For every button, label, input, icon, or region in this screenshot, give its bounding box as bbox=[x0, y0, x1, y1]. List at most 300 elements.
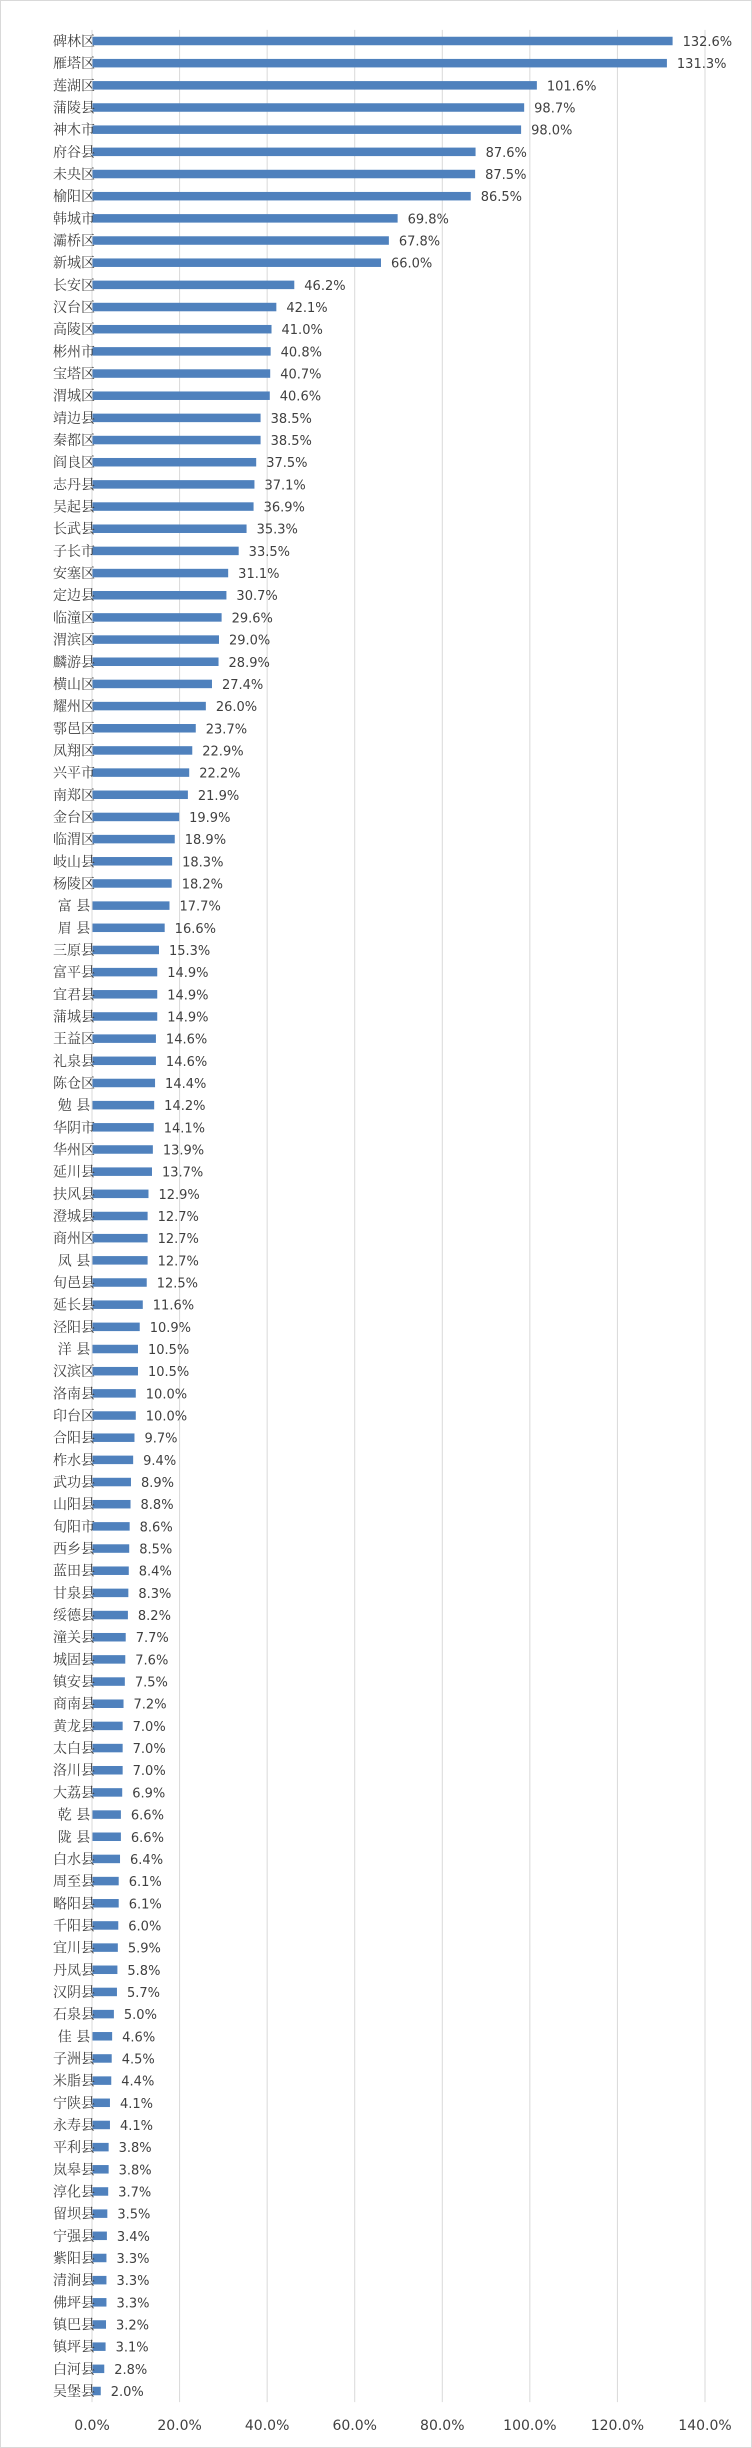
value-label: 3.1% bbox=[115, 2340, 149, 2356]
value-label: 38.5% bbox=[270, 411, 312, 427]
bar bbox=[93, 1788, 123, 1797]
value-label: 14.9% bbox=[167, 988, 209, 1004]
value-label: 4.5% bbox=[121, 2052, 155, 2068]
value-label: 7.0% bbox=[132, 1764, 166, 1780]
bar bbox=[93, 1699, 124, 1708]
value-label: 98.0% bbox=[531, 123, 573, 139]
bar bbox=[93, 1566, 129, 1575]
x-tick-label: 20.0% bbox=[157, 2418, 202, 2434]
value-label: 10.9% bbox=[149, 1320, 192, 1336]
value-label: 17.7% bbox=[179, 899, 221, 915]
value-label: 8.9% bbox=[140, 1476, 175, 1492]
category-label: 镇巴县 bbox=[53, 2317, 95, 2334]
value-label: 8.4% bbox=[138, 1564, 172, 1580]
category-label: 陇 县 bbox=[57, 1829, 91, 1846]
category-label: 扶风县 bbox=[53, 1186, 95, 1203]
category-label: 佳 县 bbox=[57, 2029, 91, 2046]
bar bbox=[93, 835, 175, 844]
category-label: 柞水县 bbox=[53, 1452, 95, 1469]
value-label: 3.5% bbox=[117, 2207, 151, 2223]
category-label: 山阳县 bbox=[53, 1497, 95, 1514]
value-label: 4.1% bbox=[119, 2118, 153, 2134]
value-label: 42.1% bbox=[286, 301, 328, 317]
value-label: 13.9% bbox=[162, 1143, 205, 1159]
bar bbox=[93, 1167, 152, 1176]
value-label: 2.0% bbox=[110, 2385, 144, 2400]
x-tick-label: 100.0% bbox=[503, 2418, 557, 2434]
value-label: 3.8% bbox=[118, 2141, 152, 2157]
value-label: 8.6% bbox=[139, 1520, 173, 1536]
x-tick-label: 80.0% bbox=[420, 2418, 465, 2434]
bar bbox=[93, 369, 271, 378]
category-label: 蒲陵县 bbox=[53, 100, 95, 117]
category-label: 麟游县 bbox=[53, 654, 95, 671]
bar bbox=[93, 1433, 135, 1442]
bar bbox=[93, 1522, 130, 1531]
category-label: 莲湖区 bbox=[53, 78, 95, 95]
value-label: 14.1% bbox=[163, 1121, 206, 1137]
bar bbox=[93, 1966, 118, 1975]
bar bbox=[93, 946, 159, 955]
value-label: 8.8% bbox=[140, 1498, 174, 1514]
category-label: 南郑区 bbox=[53, 787, 95, 804]
category-label: 永寿县 bbox=[53, 2117, 95, 2134]
value-label: 87.6% bbox=[485, 145, 527, 161]
category-label: 靖边县 bbox=[53, 410, 95, 427]
bar bbox=[93, 901, 170, 910]
bar bbox=[93, 591, 227, 600]
value-label: 3.3% bbox=[116, 2274, 150, 2290]
bar bbox=[93, 1633, 126, 1642]
value-label: 33.5% bbox=[248, 544, 290, 560]
bar bbox=[93, 813, 180, 822]
value-label: 7.0% bbox=[132, 1719, 166, 1735]
value-label: 3.3% bbox=[116, 2251, 150, 2267]
category-label: 凤 县 bbox=[57, 1253, 91, 1270]
category-label: 岚皋县 bbox=[53, 2162, 95, 2179]
category-label: 甘泉县 bbox=[53, 1585, 95, 1602]
bar bbox=[93, 192, 471, 201]
bar bbox=[93, 81, 537, 90]
category-label: 金台区 bbox=[53, 809, 95, 826]
bar bbox=[93, 569, 229, 578]
value-label: 46.2% bbox=[304, 278, 346, 294]
value-label: 22.9% bbox=[202, 744, 244, 760]
category-label: 清涧县 bbox=[53, 2273, 95, 2290]
value-label: 27.4% bbox=[221, 677, 264, 693]
category-label: 宝塔区 bbox=[53, 366, 95, 383]
bar bbox=[93, 170, 476, 179]
category-label: 阎良区 bbox=[53, 455, 95, 472]
category-label: 乾 县 bbox=[57, 1807, 91, 1824]
bar bbox=[93, 258, 381, 267]
value-label: 35.3% bbox=[256, 522, 298, 538]
category-label: 鄠邑区 bbox=[53, 721, 95, 738]
value-label: 14.6% bbox=[165, 1032, 208, 1048]
value-label: 6.6% bbox=[130, 1808, 164, 1824]
value-label: 40.7% bbox=[280, 367, 322, 383]
value-label: 5.8% bbox=[127, 1963, 161, 1979]
value-label: 10.5% bbox=[147, 1365, 190, 1381]
value-label: 12.5% bbox=[156, 1276, 199, 1292]
category-label: 渭城区 bbox=[53, 388, 95, 405]
value-label: 10.5% bbox=[147, 1343, 190, 1359]
category-labels bbox=[53, 33, 95, 2400]
category-label: 眉 县 bbox=[57, 920, 91, 937]
category-label: 印台区 bbox=[53, 1408, 95, 1425]
category-label: 陈仓区 bbox=[53, 1075, 95, 1092]
bar bbox=[93, 1190, 149, 1199]
bar bbox=[93, 1256, 148, 1265]
value-label: 37.5% bbox=[266, 456, 308, 472]
category-label: 西乡县 bbox=[53, 1541, 95, 1558]
value-label: 23.7% bbox=[205, 722, 248, 738]
category-label: 富平县 bbox=[53, 965, 95, 982]
category-label: 宁强县 bbox=[53, 2228, 95, 2245]
value-label: 19.9% bbox=[189, 810, 231, 826]
category-label: 延长县 bbox=[53, 1297, 95, 1314]
value-label: 18.9% bbox=[184, 833, 227, 849]
category-label: 凤翔区 bbox=[53, 743, 95, 760]
bar bbox=[93, 768, 190, 777]
bar bbox=[93, 37, 673, 46]
bar bbox=[93, 990, 158, 999]
category-label: 旬阳市 bbox=[53, 1519, 95, 1536]
bar bbox=[93, 635, 219, 644]
category-label: 商州区 bbox=[53, 1231, 95, 1248]
bar bbox=[93, 724, 196, 733]
value-label: 7.2% bbox=[133, 1697, 167, 1713]
value-label: 36.9% bbox=[263, 500, 305, 516]
category-label: 子长市 bbox=[53, 543, 95, 560]
x-tick-labels bbox=[74, 2418, 731, 2434]
category-label: 耀州区 bbox=[53, 699, 95, 716]
value-label: 3.4% bbox=[116, 2229, 150, 2245]
bar bbox=[93, 1367, 138, 1376]
value-label: 5.0% bbox=[123, 2008, 157, 2024]
category-label: 杨陵区 bbox=[53, 876, 95, 893]
category-label: 旬邑县 bbox=[53, 1275, 95, 1292]
x-tick-label: 40.0% bbox=[244, 2418, 290, 2434]
category-label: 高陵区 bbox=[53, 322, 95, 339]
gridlines bbox=[180, 30, 705, 2402]
bar bbox=[93, 968, 158, 977]
category-label: 平利县 bbox=[53, 2140, 95, 2157]
value-label: 98.7% bbox=[534, 101, 576, 117]
value-label: 28.9% bbox=[228, 655, 270, 671]
category-label: 大荔县 bbox=[53, 1785, 95, 1802]
bar bbox=[93, 1456, 134, 1465]
bar bbox=[93, 2010, 114, 2019]
bar bbox=[93, 1988, 117, 1997]
bar bbox=[93, 125, 522, 134]
bar bbox=[93, 347, 271, 356]
category-label: 吴起县 bbox=[53, 499, 95, 516]
category-label: 三原县 bbox=[53, 942, 95, 959]
category-label: 礼泉县 bbox=[53, 1053, 95, 1070]
bar bbox=[93, 1389, 136, 1398]
bar bbox=[93, 214, 398, 223]
category-label: 志丹县 bbox=[53, 477, 95, 494]
value-label: 5.7% bbox=[126, 1985, 160, 2001]
category-label: 神木市 bbox=[53, 122, 95, 139]
category-label: 洛南县 bbox=[53, 1386, 95, 1403]
value-label: 12.7% bbox=[157, 1232, 199, 1248]
category-label: 太白县 bbox=[53, 1741, 95, 1758]
category-label: 兴平市 bbox=[53, 765, 95, 782]
value-label: 30.7% bbox=[236, 589, 278, 605]
bar bbox=[93, 391, 270, 400]
value-label: 7.6% bbox=[135, 1653, 169, 1669]
bar bbox=[93, 1943, 118, 1952]
value-label: 101.6% bbox=[546, 79, 597, 95]
category-label: 彬州市 bbox=[53, 344, 95, 361]
category-label: 绥德县 bbox=[53, 1608, 95, 1625]
category-label: 宜川县 bbox=[53, 1940, 95, 1957]
category-label: 略阳县 bbox=[53, 1896, 95, 1913]
bar bbox=[93, 103, 525, 112]
bar bbox=[93, 1611, 128, 1620]
value-label: 7.0% bbox=[132, 1742, 166, 1758]
category-label: 留坝县 bbox=[53, 2206, 95, 2223]
category-label: 千阳县 bbox=[53, 1918, 95, 1935]
category-label: 勉 县 bbox=[57, 1098, 91, 1115]
value-label: 14.9% bbox=[167, 966, 209, 982]
bar bbox=[93, 1323, 140, 1332]
value-label: 3.8% bbox=[118, 2163, 152, 2179]
value-label: 40.8% bbox=[280, 345, 322, 361]
bar bbox=[93, 1921, 119, 1930]
bar bbox=[93, 414, 261, 423]
category-label: 汉阴县 bbox=[53, 1984, 95, 2001]
bar bbox=[93, 1766, 123, 1775]
category-label: 榆阳区 bbox=[53, 189, 95, 206]
category-label: 黄龙县 bbox=[53, 1718, 95, 1735]
category-label: 紫阳县 bbox=[53, 2250, 95, 2267]
category-label: 泾阳县 bbox=[53, 1319, 95, 1336]
bar bbox=[93, 1500, 131, 1509]
bar bbox=[93, 1012, 158, 1021]
bar bbox=[93, 1589, 129, 1598]
bar bbox=[93, 1123, 154, 1132]
category-label: 潼关县 bbox=[53, 1630, 95, 1647]
value-label: 38.5% bbox=[270, 434, 312, 450]
bar bbox=[93, 1278, 147, 1287]
category-label: 长安区 bbox=[53, 277, 95, 294]
category-label: 蓝田县 bbox=[53, 1563, 95, 1580]
category-label: 王益区 bbox=[53, 1031, 95, 1048]
bar bbox=[93, 1544, 130, 1553]
bar bbox=[93, 1833, 121, 1842]
value-label: 3.7% bbox=[118, 2185, 152, 2201]
bar bbox=[93, 59, 667, 68]
value-label: 6.0% bbox=[128, 1919, 162, 1935]
value-label: 29.6% bbox=[231, 611, 273, 627]
bar bbox=[93, 702, 206, 711]
value-label: 69.8% bbox=[407, 212, 449, 228]
category-label: 岐山县 bbox=[53, 854, 95, 871]
value-label: 5.9% bbox=[127, 1941, 161, 1957]
value-label: 8.5% bbox=[139, 1542, 173, 1558]
category-label: 周至县 bbox=[53, 1874, 95, 1891]
category-label: 澄城县 bbox=[53, 1209, 95, 1225]
bar bbox=[93, 1855, 121, 1864]
category-label: 淳化县 bbox=[53, 2184, 95, 2201]
category-label: 临潼区 bbox=[53, 610, 95, 627]
value-label: 29.0% bbox=[228, 633, 271, 649]
bar bbox=[93, 1345, 138, 1354]
category-label: 汉滨区 bbox=[53, 1364, 95, 1381]
bar bbox=[93, 1034, 156, 1043]
value-label: 66.0% bbox=[390, 256, 433, 272]
bar bbox=[93, 1478, 131, 1487]
category-label: 雁塔区 bbox=[53, 56, 95, 73]
bar bbox=[93, 1057, 156, 1066]
value-label: 14.6% bbox=[165, 1054, 208, 1070]
bar bbox=[93, 1744, 123, 1753]
value-label: 12.7% bbox=[157, 1254, 199, 1270]
category-label: 镇坪县 bbox=[53, 2339, 95, 2356]
category-label: 吴堡县 bbox=[53, 2384, 95, 2400]
bar bbox=[93, 1411, 136, 1420]
value-label: 87.5% bbox=[485, 168, 527, 184]
value-label: 9.4% bbox=[143, 1453, 177, 1469]
value-label: 6.4% bbox=[130, 1852, 164, 1868]
value-label: 13.7% bbox=[161, 1165, 204, 1181]
category-label: 白河县 bbox=[53, 2361, 95, 2378]
value-label: 86.5% bbox=[480, 190, 523, 206]
category-label: 灞桥区 bbox=[53, 233, 95, 250]
bar bbox=[93, 281, 295, 290]
bar bbox=[93, 1212, 148, 1221]
bar bbox=[93, 148, 476, 157]
category-label: 白水县 bbox=[53, 1851, 95, 1868]
bar bbox=[93, 791, 188, 800]
category-label: 新城区 bbox=[53, 255, 95, 272]
category-label: 秦都区 bbox=[53, 433, 95, 450]
value-label: 7.7% bbox=[135, 1631, 169, 1647]
value-label: 8.2% bbox=[137, 1609, 171, 1625]
value-label: 10.0% bbox=[145, 1409, 188, 1425]
x-tick-label: 120.0% bbox=[590, 2418, 645, 2434]
bar bbox=[93, 1101, 155, 1110]
value-label: 3.2% bbox=[116, 2318, 150, 2334]
bar bbox=[93, 325, 272, 334]
value-label: 40.6% bbox=[279, 389, 322, 405]
category-label: 富 县 bbox=[57, 898, 91, 915]
value-label: 4.6% bbox=[122, 2030, 156, 2046]
value-label: 22.2% bbox=[199, 766, 241, 782]
category-label: 镇安县 bbox=[53, 1674, 95, 1691]
category-label: 石泉县 bbox=[53, 2007, 95, 2024]
category-label: 宁陕县 bbox=[53, 2095, 95, 2112]
value-label: 3.3% bbox=[116, 2296, 150, 2312]
category-label: 城固县 bbox=[53, 1652, 95, 1669]
bar bbox=[93, 2121, 110, 2130]
value-label: 67.8% bbox=[398, 234, 441, 250]
value-label: 10.0% bbox=[145, 1387, 188, 1403]
value-label: 12.7% bbox=[157, 1210, 199, 1225]
category-label: 府谷县 bbox=[53, 144, 95, 161]
category-label: 米脂县 bbox=[53, 2073, 95, 2090]
category-label: 洋 县 bbox=[57, 1342, 91, 1359]
bar bbox=[93, 680, 212, 689]
value-label: 26.0% bbox=[215, 700, 258, 716]
value-label: 15.3% bbox=[168, 943, 211, 959]
value-label: 18.2% bbox=[181, 877, 224, 893]
value-label: 14.4% bbox=[165, 1076, 207, 1092]
category-label: 丹凤县 bbox=[53, 1962, 95, 1979]
category-label: 碑林区 bbox=[53, 34, 95, 50]
value-label: 31.1% bbox=[238, 567, 280, 583]
value-label: 7.5% bbox=[134, 1675, 168, 1691]
category-label: 宜君县 bbox=[53, 987, 95, 1004]
category-label: 洛川县 bbox=[53, 1763, 95, 1780]
value-label: 6.1% bbox=[128, 1897, 162, 1913]
category-label: 渭滨区 bbox=[53, 632, 95, 649]
category-label: 汉台区 bbox=[53, 300, 95, 317]
category-label: 武功县 bbox=[53, 1475, 95, 1492]
category-label: 临渭区 bbox=[53, 832, 95, 849]
bar bbox=[93, 502, 254, 511]
bar bbox=[93, 1722, 123, 1731]
value-label: 12.9% bbox=[158, 1187, 200, 1203]
x-tick-label: 60.0% bbox=[332, 2418, 377, 2434]
bar bbox=[93, 746, 193, 755]
bar bbox=[93, 924, 165, 933]
value-label: 6.9% bbox=[132, 1786, 166, 1802]
bar bbox=[93, 879, 172, 888]
value-label: 6.6% bbox=[130, 1830, 164, 1846]
value-label: 41.0% bbox=[281, 323, 323, 339]
value-label: 6.1% bbox=[128, 1875, 162, 1891]
value-label: 4.4% bbox=[121, 2074, 155, 2090]
value-label: 4.1% bbox=[119, 2096, 153, 2112]
category-label: 商南县 bbox=[53, 1696, 95, 1713]
bar bbox=[93, 1300, 143, 1309]
bar bbox=[93, 547, 239, 556]
category-label: 横山区 bbox=[53, 676, 95, 693]
value-label: 132.6% bbox=[682, 35, 733, 50]
x-tick-label: 140.0% bbox=[678, 2418, 732, 2434]
bar bbox=[93, 658, 219, 667]
category-label: 长武县 bbox=[53, 521, 95, 538]
value-label: 131.3% bbox=[676, 57, 727, 73]
category-label: 华阴市 bbox=[53, 1120, 95, 1137]
bar bbox=[93, 458, 257, 467]
value-label: 16.6% bbox=[174, 921, 216, 937]
category-label: 华州区 bbox=[53, 1142, 95, 1159]
bar bbox=[93, 2076, 112, 2085]
value-label: 14.2% bbox=[164, 1099, 206, 1115]
value-label: 11.6% bbox=[152, 1298, 195, 1314]
category-label: 韩城市 bbox=[53, 211, 95, 228]
bar bbox=[93, 1145, 153, 1154]
bar bbox=[93, 857, 173, 866]
category-label: 延川县 bbox=[53, 1164, 95, 1181]
value-label: 21.9% bbox=[197, 788, 240, 804]
bar bbox=[93, 1810, 121, 1819]
bar bbox=[93, 1079, 156, 1088]
bar bbox=[93, 480, 255, 489]
value-label: 37.1% bbox=[264, 478, 306, 494]
bar bbox=[93, 613, 222, 622]
bar bbox=[93, 1677, 125, 1686]
bar bbox=[93, 236, 389, 245]
value-label: 14.9% bbox=[167, 1010, 209, 1026]
category-label: 子洲县 bbox=[53, 2051, 95, 2068]
bar bbox=[93, 524, 247, 533]
